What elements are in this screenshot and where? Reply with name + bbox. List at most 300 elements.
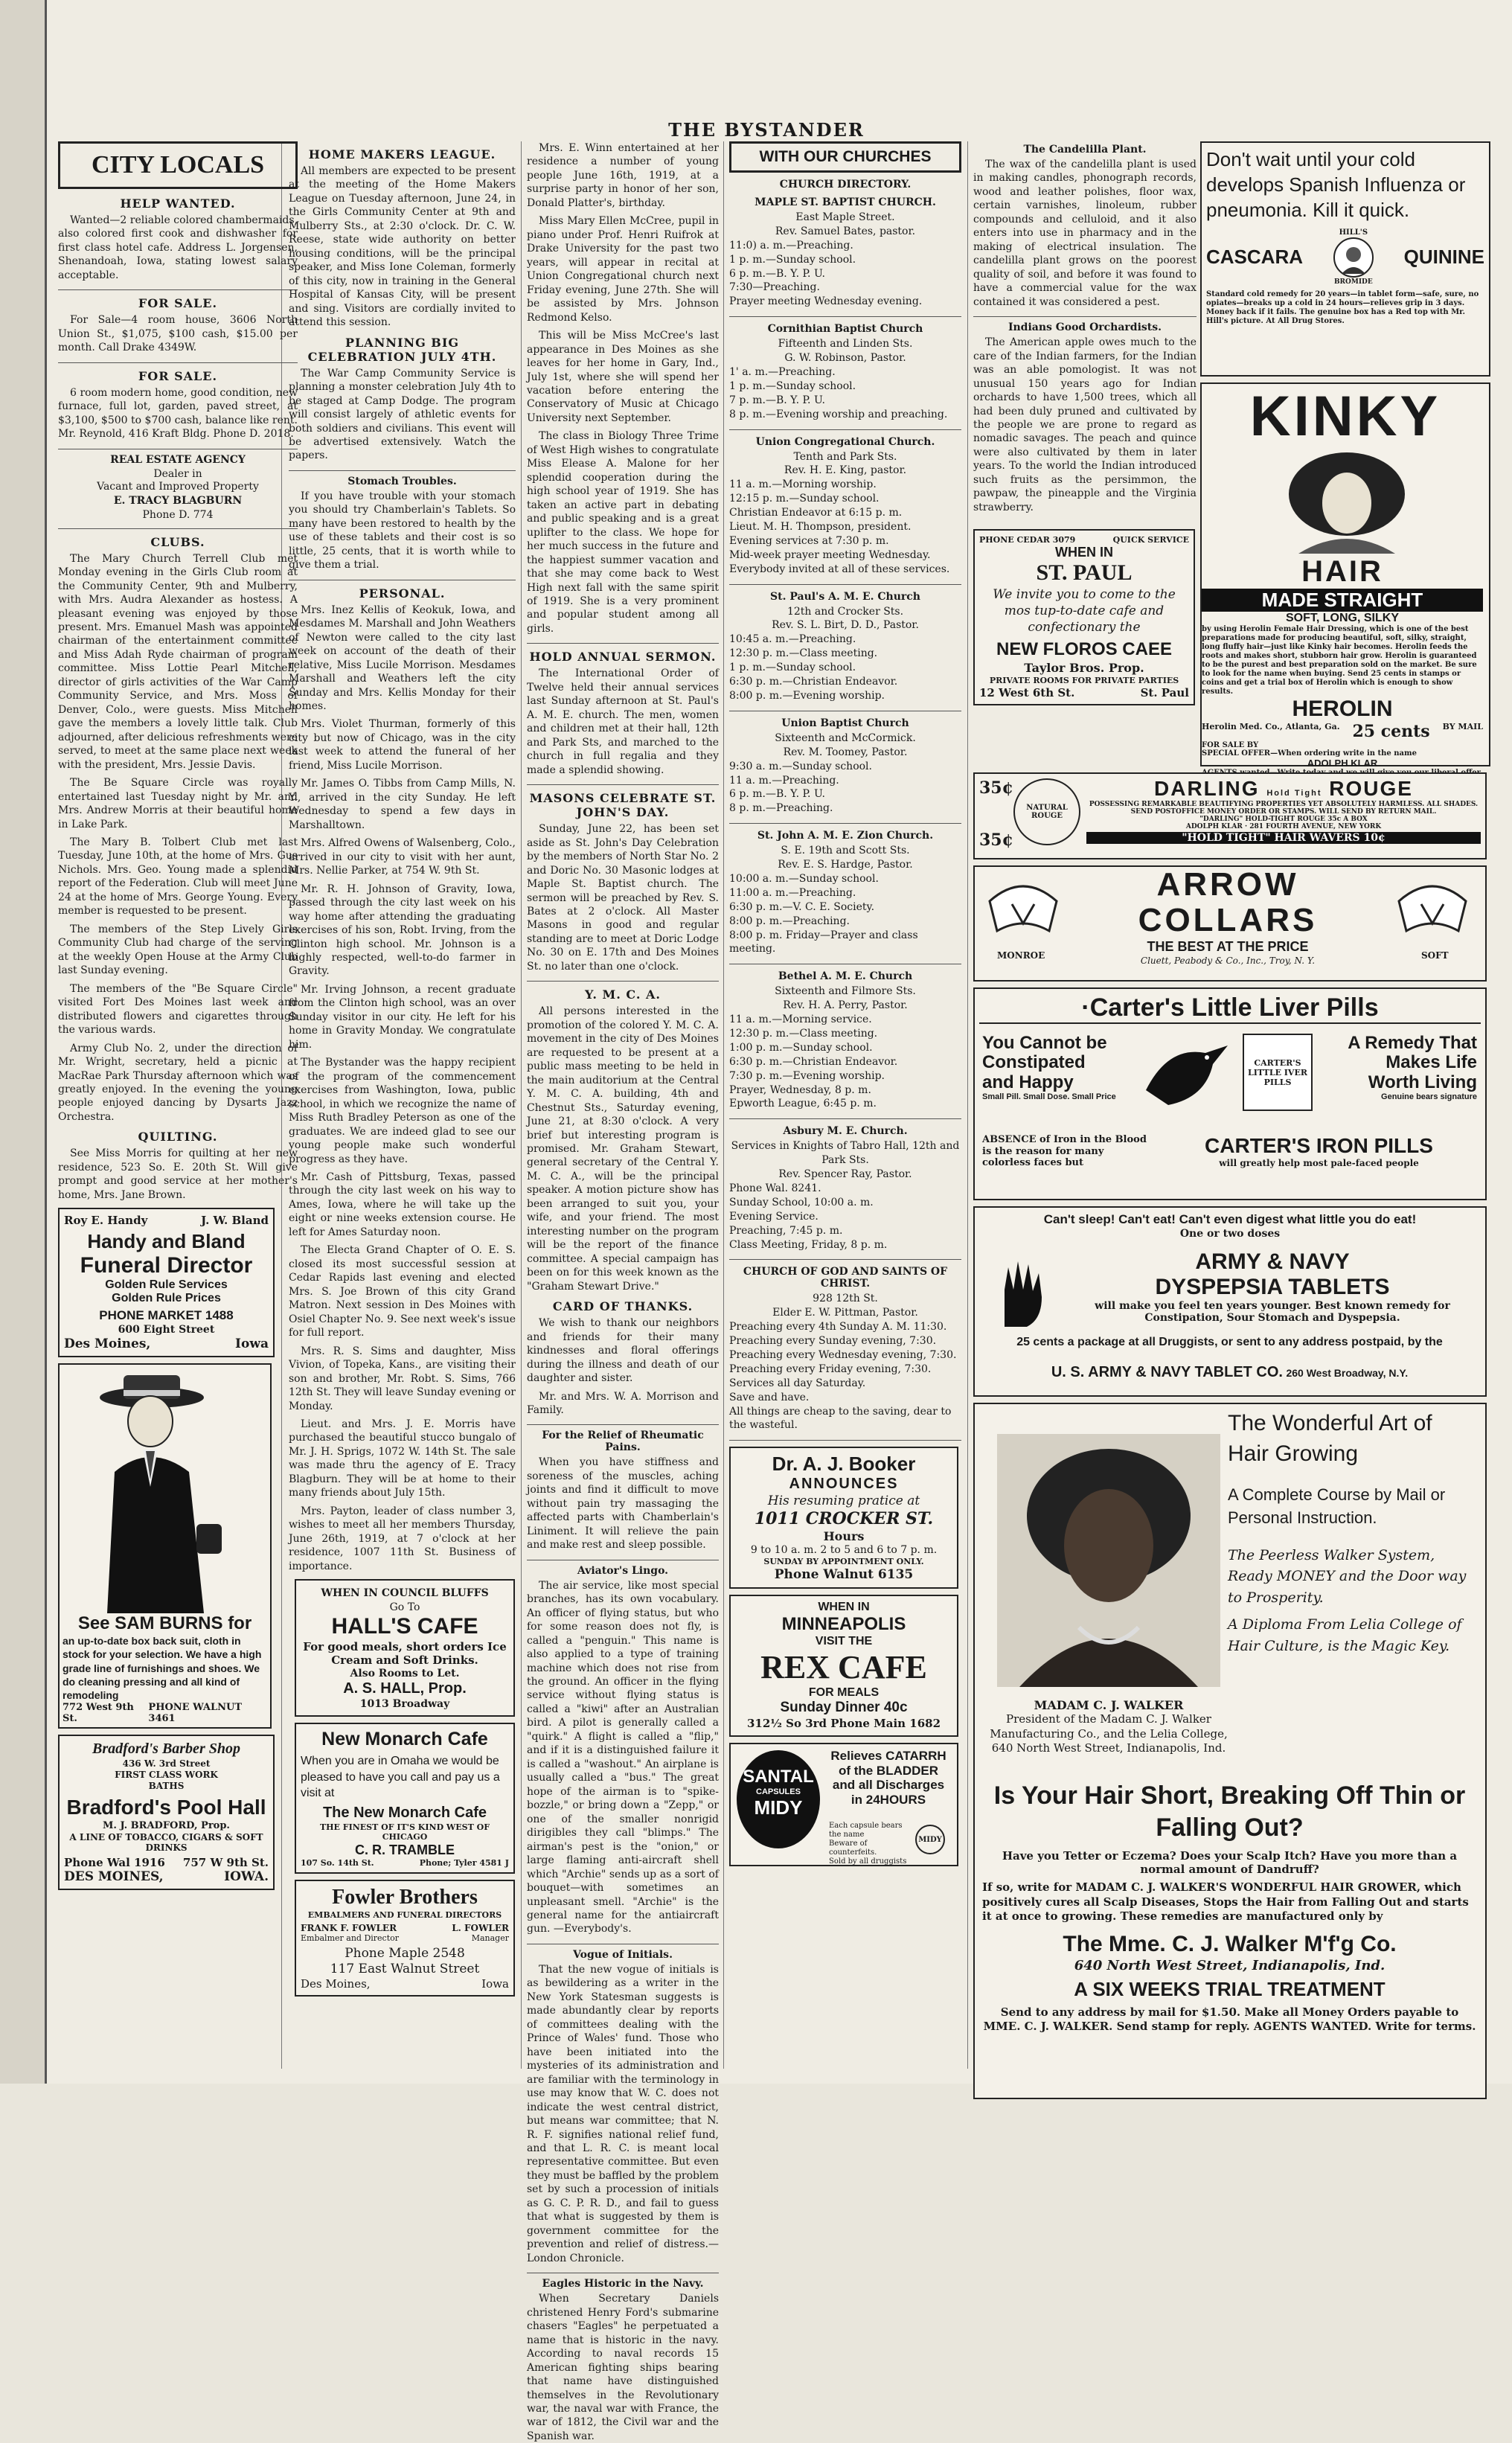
- quilting-heading: QUILTING.: [138, 1130, 218, 1144]
- cascara-text: Don't wait until your cold develops Spanish Influenza or pneumonia. Kill it quick.: [1206, 148, 1466, 221]
- church-schedule-line: Fifteenth and Linden Sts.: [778, 338, 913, 350]
- orchards-text: The American apple owes much to the care of the Indian farmers, for the Indian was an able pomologist. It was not unusual 150 years ago for Indian orchards to have 1,500 trees, which all had been duly pruned and cultivated by the people we are prone to regard as nomadic savages. The peach and quince were also cultivated by them in later years. To the world the Indian introduced such fruits as the persimmon, the pawpaw, the pineapple and the Virginia strawberry.: [973, 336, 1197, 513]
- bradford-barber-title: Bradford's Barber Shop: [92, 1741, 240, 1758]
- church-entry: [729, 323, 961, 429]
- walker-diploma: A Diploma From Lelia College of Hair Culture, is the Magic Key.: [1228, 1616, 1462, 1654]
- army-price: 25 cents a package at all Druggists, or sent to any address postpaid, by the: [1016, 1336, 1443, 1348]
- church-schedule-line: Lieut. M. H. Thompson, president.: [729, 521, 912, 534]
- rex-title: REX CAFE: [760, 1649, 927, 1686]
- booker-ad: [729, 1447, 958, 1589]
- sam-burns-contact: [63, 1702, 267, 1724]
- church-schedule-line: Mid-week prayer meeting Wednesday.: [729, 548, 931, 561]
- army-company: U. S. ARMY & NAVY TABLET CO.: [1051, 1364, 1283, 1380]
- walker-mfg: The Mme. C. J. Walker M'f'g Co.: [1063, 1931, 1397, 1956]
- church-schedule-line: Prayer, Wednesday, 8 p. m.: [729, 1083, 871, 1096]
- monarch-owner: C. R. TRAMBLE: [355, 1842, 455, 1857]
- darling-name: DARLING: [1154, 777, 1260, 800]
- personal-item: The Electa Grand Chapter of O. E. S. closed its most successful session at Cedar Rapids last evening and elected Mrs. S. Joe Brown of this city Grand Matron. Next session in Des Moines with Osiel Chapter No. 9. See next week's issue for full report.: [289, 1244, 516, 1339]
- church-schedule-line: Services all day Saturday.: [729, 1377, 866, 1389]
- church-schedule-line: 8 p. m.—Evening worship and preaching.: [729, 408, 948, 420]
- church-schedule-line: 928 12th St.: [813, 1293, 878, 1305]
- fowler-brothers-ad: [295, 1880, 515, 1997]
- arrow-body: [1079, 867, 1377, 967]
- fowler-city: Des Moines,: [301, 1976, 371, 1991]
- church-schedule-line: 7:30—Preaching.: [729, 281, 820, 294]
- monarch-phone: Phone; Tyler 4581 J: [419, 1857, 509, 1868]
- church-schedule-line: Christian Endeavor at 6:15 p. m.: [729, 507, 903, 519]
- santal-claim: Relieves CATARRH of the BLADDER and all Discharges in 24HOURS: [830, 1749, 946, 1807]
- annual-sermon-text: The International Order of Twelve held their annual services last Sunday afternoon at St. Paul's A. M. E. church. The men, women and children met at their hall, 12th and Park Sts, and marched to the church in full regalia and they made a splendid showing.: [527, 667, 719, 776]
- walker-hair-ad: [973, 1403, 1487, 2099]
- carters-right-line: A Remedy That: [1348, 1033, 1477, 1053]
- halls-line: WHEN IN COUNCIL BLUFFS: [321, 1587, 489, 1600]
- personal-item: Mrs. R. S. Sims and daughter, Miss Vivion, of Topeka, Kans., are visiting their son and brother, Mr. Robt. S. Sims, 766 12th St. They will leave Sunday evening or Monday.: [289, 1345, 516, 1412]
- church-entry: [729, 591, 961, 711]
- bradford-barber-line: BATHS: [148, 1781, 185, 1792]
- bradford-phone: Phone Wal 1916: [64, 1856, 165, 1870]
- church-schedule-line: 11 a. m.—Morning service.: [729, 1014, 872, 1026]
- monarch-name: The New Monarch Cafe: [322, 1804, 487, 1821]
- kinky-soft: SOFT, LONG, SILKY: [1285, 612, 1399, 624]
- rex-cafe-ad: [729, 1595, 958, 1737]
- church-schedule-line: 6:30 p. m.—V. C. E. Society.: [729, 900, 875, 913]
- halls-address: 1013 Broadway: [359, 1698, 450, 1711]
- real-estate-line: Phone D. 774: [142, 508, 214, 521]
- kinky-mfr: Herolin Med. Co., Atlanta, Ga.: [1202, 722, 1340, 731]
- personal-item: Mrs. Violet Thurman, formerly of this city but now of Chicago, was in the city last week to attend the funeral of her friend, Miss Lucile Morrison.: [289, 718, 516, 772]
- column-5: [973, 141, 1490, 2069]
- darling-agent: ADOLPH KLAR: [1185, 823, 1243, 830]
- walker-send: Send to any address by mail for $1.50. Make all Money Orders payable to MME. C. J. WALKER. Send stamp for reply. AGENTS WANTED. Write for terms.: [983, 2005, 1476, 2033]
- darling-title: [1086, 777, 1481, 801]
- floros-owners: Taylor Bros. Prop.: [1024, 660, 1144, 675]
- funeral-line: Golden Rule Prices: [112, 1292, 221, 1305]
- masons-heading: MASONS CELEBRATE ST. JOHN'S DAY.: [529, 791, 717, 820]
- darling-bottom: "HOLD TIGHT" HAIR WAVERS 10¢: [1086, 832, 1481, 844]
- church-schedule-line: 8:00 p. m. Friday—Prayer and class meeting.: [729, 929, 918, 955]
- church-schedule-line: Rev. H. E. King, pastor.: [784, 464, 907, 477]
- carters-iron: [1161, 1134, 1477, 1168]
- real-estate-line: Vacant and Improved Property: [97, 480, 259, 493]
- santal-midy-ad: [729, 1743, 958, 1866]
- kinky-herolin: HEROLIN: [1292, 697, 1393, 721]
- floros-city: ST. PAUL: [1036, 560, 1133, 586]
- rex-line: WHEN IN: [818, 1601, 870, 1614]
- monarch-contact: [301, 1858, 509, 1868]
- carters-left-line: Constipated: [982, 1052, 1086, 1073]
- divider: [729, 584, 961, 585]
- darling-holdtight: Hold Tight: [1266, 789, 1322, 798]
- personal-item: Mrs. Alfred Owens of Walsenberg, Colo., arrived in our city to visit with her aunt, Mrs. Nellie Parker, at 754 W. 9th St.: [289, 837, 516, 877]
- stomach-heading: Stomach Troubles.: [347, 475, 457, 487]
- church-schedule-line: Elder E. W. Pittman, Pastor.: [772, 1307, 918, 1319]
- church-schedule-line: 11 a. m.—Morning worship.: [729, 478, 877, 491]
- bradford-city-row: [64, 1869, 269, 1884]
- candelilla-heading: The Candelilla Plant.: [1023, 144, 1147, 156]
- church-schedule-line: Preaching, 7:45 p. m.: [729, 1224, 843, 1237]
- halls-line: Also Rooms to Let.: [350, 1668, 460, 1680]
- church-schedule-line: 12:15 p. m.—Sunday school.: [729, 493, 880, 505]
- church-schedule-line: 11:0) a. m.—Preaching.: [729, 239, 853, 252]
- funeral-title: Handy and Bland: [87, 1230, 246, 1253]
- column-3: [527, 141, 719, 2442]
- arrow-sub: THE BEST AT THE PRICE: [1147, 938, 1309, 954]
- kinky-body: [1202, 555, 1483, 777]
- club-item: The Mary Church Terrell Club met Monday evening in the Girls Club room at the Community Center, 9th and Mulberry, with Mrs. Audra Alexander as hostess. A pleasant evening was enjoyed by those present. Mrs. Emanuel Mash was appointed chairman of the entertainment committee and Miss Adah Ryde chairman of program committee. Miss Lottie Pearl Mitchell, director of girls activities of the War Camp Community Service, and Mrs. Moss of Denver, Colo., were guests. Miss Mitchell gave the members a lovely little talk. Club adjourned, after delicious refreshments were served, to meet at the same place next week with the president, Mrs. Jessie Davis.: [58, 552, 298, 771]
- churches-title: WITH OUR CHURCHES: [729, 141, 961, 173]
- vogue-text: That the new vogue of initials is as bewildering as a writer in the New York Statesman suggests is made abundantly clear by reports of committees dealing with the Prince of Wales' fund. Those who have been initiated into the mysteries of its administration and are familiar with the terminology in use may know that W. C. does not indicate the west central district, but means war committee; that N. R. F. signifies national relief fund, and that L. R. C. is meant local representative committee. But even they must be baffled by the problem set by such a procession of initials as G. C. P. R. D., and fail to guess that what is suggested by them is government committee for the prevention and relief of distress.—London Chronicle.: [527, 1963, 719, 2264]
- booker-announces: ANNOUNCES: [789, 1476, 899, 1493]
- church-schedule-line: 11 a. m.—Preaching.: [729, 774, 839, 787]
- sam-burns-headline: See SAM BURNS for: [77, 1613, 252, 1634]
- funeral-address: 600 Eight Street: [118, 1324, 215, 1336]
- floros-name: NEW FLOROS CAEE: [996, 638, 1172, 659]
- divider: [527, 784, 719, 785]
- planning-text: The War Camp Community Service is planning a monster celebration July 4th to be staged at Camp Dodge. The program will consist largely of athletic events for both soldiers and civilians. This event will be advertised extensively. Watch the papers.: [289, 367, 516, 462]
- church-entry: [729, 1266, 961, 1441]
- fowler-phone: Phone Maple 2548: [345, 1945, 465, 1961]
- church-schedule-line: G. W. Robinson, Pastor.: [784, 352, 906, 365]
- rex-sunday: Sunday Dinner 40c: [780, 1700, 908, 1716]
- darling-body: [1086, 777, 1481, 844]
- candelilla-text: The wax of the candelilla plant is used in making candles, phonograph records, wood and leather polishes, floor wax, certain varnishes, linoleum, rubber compounds and celluloid, and it also enters into use in pharmacy and in the making of electrical insulation. The candelilla plant grows on the poorest quality of soil, and before it was found to have a commercial value for the wax contained it was considered a pest.: [973, 159, 1197, 308]
- ymca-text: All persons interested in the promotion of the colored Y. M. C. A. movement in the city of Des Moines are requested to be present at a public mass meeting to be held in the main auditorium at the Central Y. M. C. A. building, 4th and Chestnut Sts., Saturday evening, June 21, at 8:30 o'clock. A very brief but interesting program is promised. Mr. Graham Stewart, general secretary of the Central Y. M. C. A., will be the principal speaker. A motion picture show has been arranged to suit you, your wife, and your friend. The most interesting number on the program will be the report of the finance committee. A special campaign has been on for this week known as the "Graham Stewart Drive.": [527, 1005, 719, 1293]
- carters-left: [982, 1034, 1131, 1101]
- mr-hill-portrait-icon: [1333, 237, 1374, 278]
- mccree-recital-text: This will be Miss McCree's last appearance in Des Moines as she leaves for her home in Gary, Ind., July 1st, where she will spend her vacation before entering the Conservatory of Music at Chicago University next September.: [527, 330, 719, 424]
- church-schedule-line: Sixteenth and McCormick.: [775, 731, 916, 744]
- funeral-line: Golden Rule Services: [105, 1278, 228, 1292]
- halls-cafe-ad: [295, 1579, 515, 1717]
- column-4: [729, 141, 961, 2069]
- church-schedule-line: 1' a. m.—Preaching.: [729, 366, 836, 379]
- club-item: The members of the Step Lively Girls Community Club had charge of the serving at the weekly Open House at the Army Club last Sunday evening.: [58, 923, 298, 977]
- church-schedule-line: Preaching every 4th Sunday A. M. 11:30.: [729, 1321, 947, 1333]
- walker-madam: MADAM C. J. WALKER: [1034, 1698, 1184, 1712]
- church-schedule-line: 10:00 a. m.—Sunday school.: [729, 872, 879, 885]
- divider: [58, 362, 298, 363]
- arrow-left-label: MONROE: [997, 950, 1045, 961]
- personal-item: Mrs. Payton, leader of class number 3, wishes to meet all her members Thursday, June 26th, 1919, at 7 o'clock at her residence, 1007 11th St. Business of importance.: [289, 1505, 516, 1572]
- church-schedule-line: Everybody invited at all of these services.: [729, 563, 950, 575]
- help-wanted-text: Wanted—2 reliable colored chambermaids, also colored first cook and dishwasher for first class hotel cafe. Address L. Jorgensen, Shenandoah, Iowa, stating lowest salary acceptable.: [58, 214, 298, 281]
- new-monarch-cafe-ad: [295, 1723, 515, 1874]
- personal-item: Mr. James O. Tibbs from Camp Mills, N. Y., arrived in the city Sunday. He left Wednesday to spend a few days in Marshalltown.: [289, 778, 516, 831]
- cascara-brand-right: QUININE: [1403, 246, 1484, 269]
- floros-phone: PHONE CEDAR 3079: [979, 535, 1076, 545]
- club-item: The Be Square Circle was royally entertained last Tuesday night by Mr. and Mrs. Andrew Morris at their beautiful home in Lake Park.: [58, 777, 298, 830]
- fowler-names: [301, 1923, 509, 1933]
- divider: [973, 316, 1197, 317]
- army-name2: DYSPEPSIA TABLETS: [1155, 1275, 1390, 1299]
- col5-right: [1200, 141, 1490, 772]
- darling-line: "DARLING" HOLD-TIGHT ROUGE 35c A BOX: [1199, 816, 1368, 823]
- arrow-line2: COLLARS: [1138, 902, 1318, 939]
- walker-caption: [990, 1698, 1228, 1756]
- carters-title: ·Carter's Little Liver Pills: [979, 993, 1481, 1024]
- church-schedule-line: 6:30 p. m.—Christian Endeavor.: [729, 1055, 898, 1068]
- church-schedule-line: 10:45 a. m.—Preaching.: [729, 633, 856, 646]
- for-sale-text: 6 room modern home, good condition, new furnace, full lot, garden, paved street, at $3,100, $500 to $700 cash, balance like rent. Mr. Reynold, 416 Kraft Bldg. Phone D. 2018.: [58, 386, 298, 441]
- booker-name: Dr. A. J. Booker: [772, 1453, 916, 1476]
- bradford-pool-title: Bradford's Pool Hall: [66, 1796, 266, 1819]
- divider: [729, 823, 961, 824]
- carters-left-line: You Cannot be: [982, 1033, 1107, 1053]
- rheumatic-heading: For the Relief of Rheumatic Pains.: [542, 1429, 704, 1454]
- divider: [729, 1118, 961, 1119]
- rex-line: VISIT THE: [815, 1635, 873, 1648]
- carters-genuine: Genuine bears signature: [1381, 1092, 1477, 1102]
- santal-brand: [738, 1767, 819, 1819]
- floros-city2: St. Paul: [1140, 685, 1189, 699]
- rex-line: FOR MEALS: [808, 1686, 880, 1700]
- kinky-hair-ad: [1200, 382, 1490, 769]
- orchards-heading: Indians Good Orchardists.: [1008, 321, 1162, 334]
- church-schedule-line: 8:00 p. m.—Preaching.: [729, 915, 850, 927]
- fowler-name: L. FOWLER: [452, 1922, 509, 1933]
- eagles-text: When Secretary Daniels christened Henry Ford's submarine chasers "Eagles" he perpetuated a name that is historic in the navy. According to naval records 15 American fighting ships bearing that name have distinguished themselves in the Revolutionary war, the naval war with France, the war of 1812, the Civil war and the Spanish war.: [527, 2293, 719, 2442]
- darling-rouge-ad: [973, 772, 1487, 859]
- cascara-hills: HILL'S: [1339, 228, 1368, 237]
- card-of-thanks-text: We wish to thank our neighbors and friends for their many kindnesses and floral offerings during the illness and death of our daughter and sister.: [527, 1317, 719, 1385]
- santal-brand-mid: CAPSULES: [756, 1787, 801, 1797]
- sam-burns-text: an up-to-date box back suit, cloth in stock for your selection. We have a high grade line of furnishings and shoes. We do cleaning pressing and all kind of remodeling: [63, 1635, 262, 1701]
- walker-title: The Wonderful Art of Hair Growing: [1228, 1411, 1432, 1466]
- home-makers-text: All members are expected to be present at the meeting of the Home Makers League on Tuesday afternoon, June 24, in the Girls Community Center at 9th and Mulberry Sts., at 2:30 o'clock. Dr. C. W. Reese, state wide authority on better housing conditions, will be the principal speaker, and Miss Ione Coleman, formerly of this city, now in training in the General Hospital of Kansas City, will be present and sing. Visitors are cordially invited to attend this session.: [289, 165, 516, 329]
- club-item: The Mary B. Tolbert Club met last Tuesday, June 10th, at the home of Mrs. Gus Nichols. Mrs. Geo. Young made a splendid report of the Federation. Club will meet June 24 at the home of Mrs. George Young. Every member is requested to be present.: [58, 836, 298, 918]
- funeral-city-row: [64, 1336, 269, 1351]
- bradford-prop: M. J. BRADFORD, Prop.: [103, 1820, 230, 1832]
- funeral-state: Iowa: [235, 1336, 269, 1352]
- arrow-line1: ARROW: [1156, 866, 1299, 903]
- column-2: [289, 141, 516, 2069]
- fowler-sub: EMBALMERS AND FUNERAL DIRECTORS: [307, 1909, 502, 1920]
- bradford-barber-address: 436 W. 3rd Street: [122, 1758, 211, 1770]
- card-of-thanks-heading: CARD OF THANKS.: [552, 1299, 693, 1314]
- fowler-role: Manager: [471, 1933, 509, 1943]
- church-schedule-line: 1 p. m.—Sunday school.: [729, 253, 856, 266]
- divider: [729, 1440, 961, 1441]
- church-schedule-line: 1 p. m.—Sunday school.: [729, 380, 856, 392]
- halls-line: For good meals, short orders Ice Cream and Soft Drinks.: [303, 1640, 507, 1668]
- fowler-address: 117 East Walnut Street: [330, 1961, 480, 1976]
- bradford-contact: [64, 1856, 269, 1869]
- church-list: [729, 196, 961, 1441]
- santal-brand-bottom: MIDY: [754, 1796, 803, 1819]
- bradford-barber-line: FIRST CLASS WORK: [115, 1770, 218, 1781]
- woman-portrait-illustration: [1284, 449, 1410, 554]
- fowler-roles: [301, 1933, 509, 1943]
- carters-left-line: and Happy: [982, 1072, 1074, 1092]
- ymca-heading: Y. M. C. A.: [585, 987, 661, 1002]
- fowler-title: Fowler Brothers: [332, 1885, 478, 1909]
- church-schedule-line: Rev. S. L. Birt, D. D., Pastor.: [772, 619, 919, 632]
- walker-course: A Complete Course by Mail or Personal Instruction.: [1228, 1485, 1446, 1527]
- kinky-hair: HAIR: [1301, 555, 1383, 588]
- booker-address: 1011 CROCKER ST.: [754, 1509, 934, 1529]
- bradford-ad: [58, 1735, 275, 1890]
- floros-top: [979, 535, 1189, 545]
- church-schedule-line: Sunday School, 10:00 a. m.: [729, 1196, 874, 1208]
- church-schedule-line: Evening Service.: [729, 1210, 819, 1223]
- column-rule: [723, 141, 724, 2069]
- cascara-brand-left: CASCARA: [1206, 246, 1303, 269]
- card-of-thanks-signature: Mr. and Mrs. W. A. Morrison and Family.: [527, 1390, 719, 1416]
- sam-burns-address: 772 West 9th St.: [63, 1702, 134, 1725]
- church-schedule-line: Preaching every Friday evening, 7:30.: [729, 1363, 932, 1375]
- column-rule: [521, 141, 522, 2069]
- for-sale-heading: FOR SALE.: [138, 296, 218, 311]
- suited-man-illustration: [63, 1368, 263, 1613]
- church-schedule-line: East Maple Street.: [795, 211, 895, 223]
- real-estate-line: REAL ESTATE AGENCY: [110, 453, 246, 466]
- quilting-text: See Miss Morris for quilting at her new residence, 523 So. E. 20th St. Will give prompt and good service at her mother's home, Mrs. Jane Brown.: [58, 1147, 298, 1201]
- darling-line: SEND POSTOFFICE MONEY ORDER OR STAMPS. WILL SEND BY RETURN MAIL.: [1130, 808, 1437, 816]
- kinky-special: SPECIAL OFFER—When ordering write in the name: [1202, 749, 1417, 758]
- col5-left: [973, 141, 1197, 711]
- church-schedule-line: Rev. Samuel Bates, pastor.: [775, 225, 916, 237]
- crow-illustration: [1138, 1031, 1235, 1120]
- floros-invite: We invite you to come to the mos tup-to-date cafe and confectionary the: [993, 587, 1176, 635]
- planning-heading: PLANNING BIG CELEBRATION JULY 4TH.: [307, 335, 497, 364]
- kinky-bymail: BY MAIL: [1442, 722, 1483, 731]
- stomach-text: If you have trouble with your stomach you should try Chamberlain's Tablets. So many have been restored to health by the use of these tablets and their cost is so little, 25 cents, that it is worth while to give them a trial.: [289, 490, 516, 571]
- army-name1: ARMY & NAVY: [1195, 1249, 1350, 1274]
- army-sub: One or two doses: [1179, 1228, 1281, 1240]
- walker-madam-text: President of the Madam C. J. Walker Manufacturing Co., and the Lelia College, 640 North West Street, Indianapolis, Ind.: [990, 1712, 1228, 1755]
- cascara-brand-row: [1206, 228, 1484, 286]
- divider: [729, 1259, 961, 1260]
- church-name: Union Baptist Church: [781, 717, 909, 729]
- bradford-state: IOWA.: [224, 1869, 269, 1885]
- kinky-price: 25 cents: [1352, 722, 1430, 741]
- booker-hours-heading: Hours: [823, 1529, 865, 1544]
- kinky-text: by using Herolin Female Hair Dressing, which is one of the best preparations made for producing beautiful, soft, silky, straight, long fluffy hair—just like Kinky hair becomes. Herolin feeds the roots and makes short, stubborn hair grow. Herolin is guaranteed to be the purest and best preparation sold on the market. Be sure to look for the name when buying. Send 25 cents in stamps or coins and get a trial box of Herolin which is enough to show results.: [1202, 625, 1477, 696]
- church-schedule-line: 6:30 p. m.—Christian Endeavor.: [729, 676, 898, 688]
- carters-pillbox: CARTER'S LITTLE IVER PILLS: [1243, 1034, 1313, 1111]
- santal-brand-top: SANTAL: [743, 1767, 814, 1787]
- collar-soft-icon: [1391, 871, 1473, 946]
- clubs-heading: CLUBS.: [150, 534, 205, 549]
- booker-phone: Phone Walnut 6135: [774, 1567, 914, 1583]
- church-schedule-line: 12:30 p. m.—Class meeting.: [729, 647, 878, 660]
- floros-rooms: PRIVATE ROOMS FOR PRIVATE PARTIES: [989, 675, 1179, 685]
- church-schedule-line: Epworth League, 6:45 p. m.: [729, 1098, 877, 1110]
- cascara-bromide: BROMIDE: [1333, 278, 1373, 286]
- church-schedule-line: Preaching every Wednesday evening, 7:30.: [729, 1349, 957, 1361]
- floros-address: 12 West 6th St.: [979, 685, 1075, 699]
- church-entry: [729, 1125, 961, 1260]
- church-schedule-line: Class Meeting, Friday, 8 p. m.: [729, 1238, 888, 1251]
- divider: [58, 528, 298, 529]
- winn-party-text: Mrs. E. Winn entertained at her residence a number of young people June 16th, 1919, at a surprise party in honor of her son, Donald Platter's, birthday.: [527, 142, 719, 209]
- personal-heading: PERSONAL.: [359, 586, 446, 601]
- church-name: Cornithian Baptist Church: [767, 323, 923, 336]
- divider: [527, 981, 719, 982]
- church-schedule-line: Rev. M. Toomey, Pastor.: [783, 746, 908, 758]
- darling-price: 35¢: [979, 830, 1013, 850]
- floros-quick: QUICK SERVICE: [1112, 535, 1189, 545]
- army-navy-tablets-ad: [973, 1206, 1487, 1397]
- rex-city: MINNEAPOLIS: [781, 1614, 906, 1635]
- funeral-city: Des Moines,: [64, 1336, 151, 1352]
- cascara-quinine-ad: [1200, 141, 1490, 377]
- army-text: will make you feel ten years younger. Best known remedy for Constipation, Sour Stomach and Dyspepsia.: [1095, 1300, 1450, 1324]
- col5-lower: [973, 766, 1487, 2105]
- church-name: Union Congregational Church.: [755, 435, 935, 448]
- walker-question: Have you Tetter or Eczema? Does your Scalp Itch? Have you more than a normal amount of Dandruff?: [1002, 1849, 1458, 1876]
- rex-address: 312½ So 3rd Phone Main 1682: [746, 1717, 941, 1731]
- church-schedule-line: Prayer meeting Wednesday evening.: [729, 295, 923, 308]
- church-name: Bethel A. M. E. Church: [778, 970, 913, 983]
- church-name: Asbury M. E. Church.: [783, 1125, 908, 1138]
- bradford-city: DES MOINES,: [64, 1869, 164, 1885]
- carters-pills-ad: [973, 987, 1487, 1200]
- santal-note-line: Each capsule bears the name: [829, 1822, 903, 1840]
- collar-monroe-icon: [982, 871, 1064, 946]
- monarch-title: New Monarch Cafe: [321, 1729, 488, 1750]
- church-schedule-line: Rev. E. S. Hardge, Pastor.: [778, 859, 913, 871]
- fowler-name: FRANK F. FOWLER: [301, 1922, 397, 1933]
- church-directory-heading: CHURCH DIRECTORY.: [779, 179, 912, 190]
- for-sale-text: For Sale—4 room house, 3606 North Union St., $1,075, $100 cash, $15.00 per month. Call Drake 4349W.: [58, 314, 298, 354]
- church-schedule-line: Evening services at 7:30 p. m.: [729, 534, 889, 547]
- church-name: St. John A. M. E. Zion Church.: [757, 830, 934, 842]
- church-schedule-line: Tenth and Park Sts.: [793, 450, 897, 463]
- personal-item: The Bystander was the happy recipient of the program of the commencement exercises from Washington, Iowa, public school, in which we recognize the name of Miss Ruth Bradley Peterson as one of the graduates. We are indeed glad to see our young people make such wonderful progress as they have.: [289, 1057, 516, 1165]
- church-schedule-line: 1 p. m.—Sunday school.: [729, 662, 856, 674]
- funeral-title: Funeral Director: [80, 1253, 253, 1278]
- army-address: 260 West Broadway, N.Y.: [1286, 1367, 1409, 1379]
- divider: [58, 289, 298, 290]
- church-schedule-line: 6 p. m.—B. Y. P. U.: [729, 267, 825, 280]
- personal-item: Mr. Cash of Pittsburg, Texas, passed through the city last week on his way to Ames, Iowa, where he will take up the eight or nine weeks extension course. He left for Ames Saturday noon.: [289, 1171, 516, 1238]
- binding-margin: [0, 0, 47, 2084]
- kinky-forsale: FOR SALE BY: [1202, 741, 1259, 749]
- aviator-text: The air service, like most special branches, has its own vocabulary. An officer of flying status, but who for some reason does not fly, is called a "penguin." This name is also applied to a type of training machine which does not rise from the ground. An officer in the flying service without flying status is called a "kiwi" after an Australian bird. A pilot is generally called a "quirk." A flight is called a "flip," and if it is a distinguished failure it is called a "washout." An airplane is usually called a "bus." The great hope of the airman is to "spike-bozzle," or bring down a "Zepp," or one of the smaller nonrigid dirigibles they call "blimps." The airman's pest is the "onion," or large flaming anti-aircraft shell which "Archie" sends up as a sort of bouquet—with sometimes an unpleasant smell. "Archie" is the general name for the antiaircraft gun. —Everybody's.: [527, 1579, 719, 1935]
- fowler-state: Iowa: [481, 1976, 509, 1991]
- monarch-tag: THE FINEST OF IT'S KIND WEST OF CHICAGO: [319, 1822, 490, 1842]
- church-schedule-line: 9:30 a. m.—Sunday school.: [729, 760, 872, 772]
- church-schedule-line: Save and have.: [729, 1391, 810, 1403]
- church-schedule-line: Services in Knights of Tabro Hall, 12th and Park Sts.: [731, 1140, 960, 1167]
- personal-item: Mr. Irving Johnson, a recent graduate from the Clinton high school, was an over Sunday visitor in our city. He left for his home in Gravity Monday. We congratulate him.: [289, 983, 516, 1051]
- church-entry: [729, 970, 961, 1119]
- carters-small: Small Pill. Small Dose. Small Price: [982, 1092, 1116, 1102]
- halls-line: Go To: [389, 1601, 420, 1614]
- arrow-maker: Cluett, Peabody & Co., Inc., Troy, N. Y.: [1140, 955, 1316, 966]
- madam-walker-portrait: [997, 1434, 1220, 1687]
- divider: [527, 643, 719, 644]
- darling-line: POSSESSING REMARKABLE BEAUTIFYING PROPERTIES YET ABSOLUTELY HARMLESS. ALL SHADES.: [1089, 801, 1479, 808]
- rheumatic-text: When you have stiffness and soreness of the muscles, aching joints and find it difficult to move without pain try massaging the affected parts with Chamberlain's Liniment. It will relieve the pain and make rest and sleep possible.: [527, 1456, 719, 1552]
- column-rule: [967, 141, 968, 2069]
- church-name: St. Paul's A. M. E. Church: [770, 590, 920, 603]
- kinky-title: KINKY: [1249, 385, 1441, 448]
- church-name: CHURCH OF GOD AND SAINTS OF CHRIST.: [743, 1266, 948, 1290]
- carters-absence: ABSENCE of Iron in the Blood is the reason for many colorless faces but: [982, 1134, 1147, 1169]
- column-1: [58, 141, 298, 2069]
- halls-owner: A. S. HALL, Prop.: [343, 1680, 467, 1697]
- booker-sunday: SUNDAY BY APPOINTMENT ONLY.: [763, 1557, 924, 1567]
- church-schedule-line: Rev. Spencer Ray, Pastor.: [778, 1168, 912, 1181]
- walker-lower: [982, 1780, 1477, 2034]
- kinky-price-row: [1202, 722, 1483, 741]
- church-schedule-line: 8:00 p. m.—Evening worship.: [729, 689, 885, 702]
- santal-seal: MIDY: [915, 1825, 945, 1854]
- walker-right: [1228, 1409, 1473, 1656]
- walker-if: If so, write for MADAM C. J. WALKER'S WONDERFUL HAIR GROWER, which positively cures all Scalp Diseases, Stops the Hair from Falling Out and starts it at once to growing. These remedies are manufactured only by: [982, 1880, 1469, 1923]
